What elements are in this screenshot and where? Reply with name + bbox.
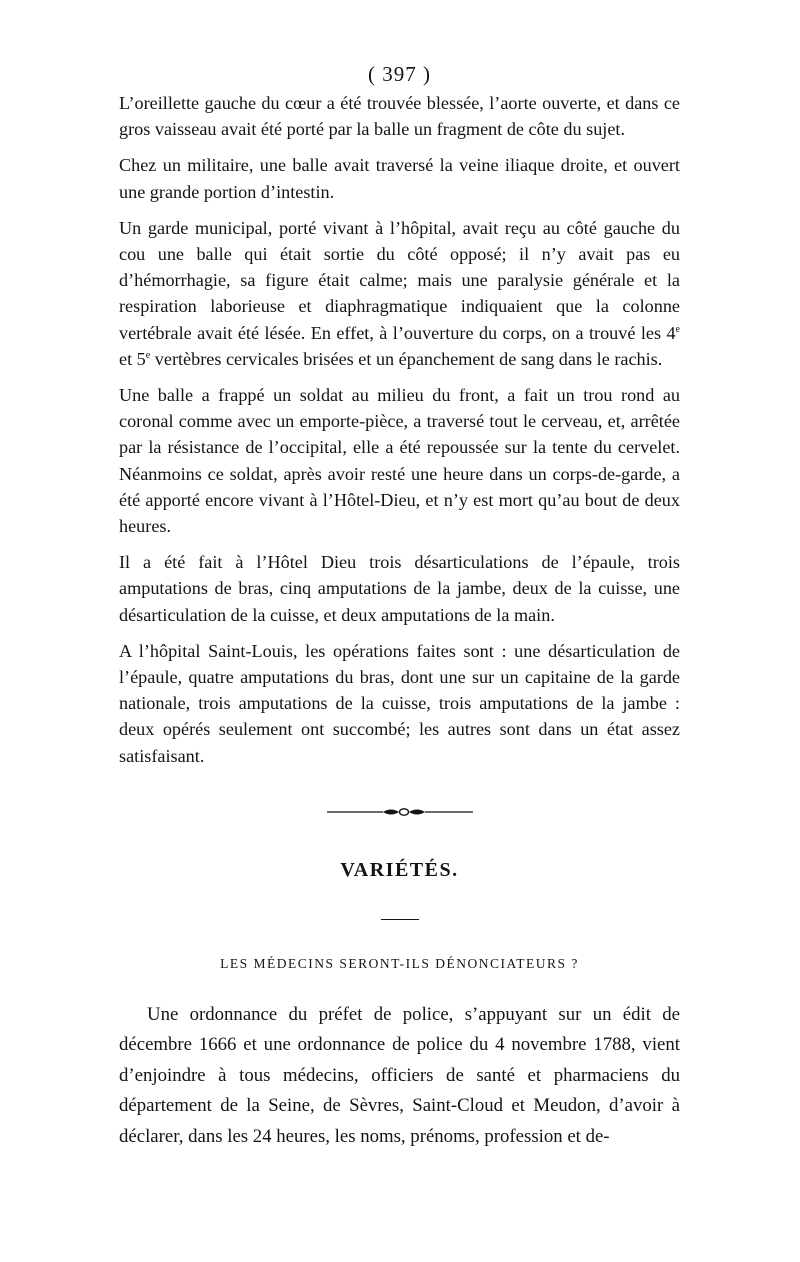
paragraph-6: A l’hôpital Saint-Louis, les opérations faites sont : une désarticulation de l’épaule, quatre amputations du bras, dont une sur un capitaine de la garde nationale, trois amputations de la cuisse, trois amputations de la jambe : deux opérés seulement ont succombé; les autres sont dans un état assez satisfaisant. <box>119 640 680 766</box>
article-body <box>119 1000 680 1153</box>
document-page <box>119 60 680 1162</box>
paragraph-3: Un garde municipal, porté vivant à l’hôpital, avait reçu au côté gauche du cou une balle qui était sortie du côté opposé; il n’y avait pas eu d’hémorrhagie, sa figure était calme; mais une paralysie générale et la respiration laborieuse et diaphragmatique indiquaient que la colonne vertébrale avait été lésée. En effet, à l’ouverture du corps, on a trouvé les 4e et 5e vertèbres cervicales brisées et un épanchement de sang dans le rachis. <box>119 217 680 369</box>
article-subtitle: LES MÉDECINS SERONT-ILS DÉNONCIATEURS ? <box>220 955 579 971</box>
section-title: VARIÉTÉS. <box>340 858 459 881</box>
title-rule <box>381 919 419 920</box>
paragraph-4: Une balle a frappé un soldat au milieu du front, a fait un trou rond au coronal comme avec un emporte-pièce, a traversé tout le cerveau, et, arrêtée par la résistance de l’occipital, elle a été repoussée sur la tente du cervelet. Néanmoins ce soldat, après avoir resté une heure dans un corps-de-garde, a été apporté encore vivant à l’Hôtel-Dieu, et n’y est mort qu’au bout de deux heures. <box>119 385 680 537</box>
page-number: ( 397 ) <box>368 62 431 86</box>
paragraph-5: Il a été fait à l’Hôtel Dieu trois désarticulations de l’épaule, trois amputations de bras, cinq amputations de la jambe, deux de la cuisse, une désarticulation de la cuisse, et deux amputations de la main. <box>119 552 680 625</box>
paragraph-1: L’oreillette gauche du cœur a été trouvée blessée, l’aorte ouverte, et dans ce gros vaisseau avait été porté par la balle un fragment de côte du sujet. <box>119 93 680 140</box>
paragraph-2: Chez un militaire, une balle avait traversé la veine iliaque droite, et ouvert une grande portion d’intestin. <box>119 155 680 202</box>
article-paragraph: Une ordonnance du préfet de police, s’appuyant sur un édit de décembre 1666 et une ordonnance de police du 4 novembre 1788, vient d’enjoindre à tous médecins, officiers de santé et pharmaciens du département de la Seine, de Sèvres, Saint-Cloud et Meudon, d’avoir à déclarer, dans les 24 heures, les noms, prénoms, profession et de- <box>119 1003 680 1147</box>
ornament-divider <box>325 805 475 819</box>
